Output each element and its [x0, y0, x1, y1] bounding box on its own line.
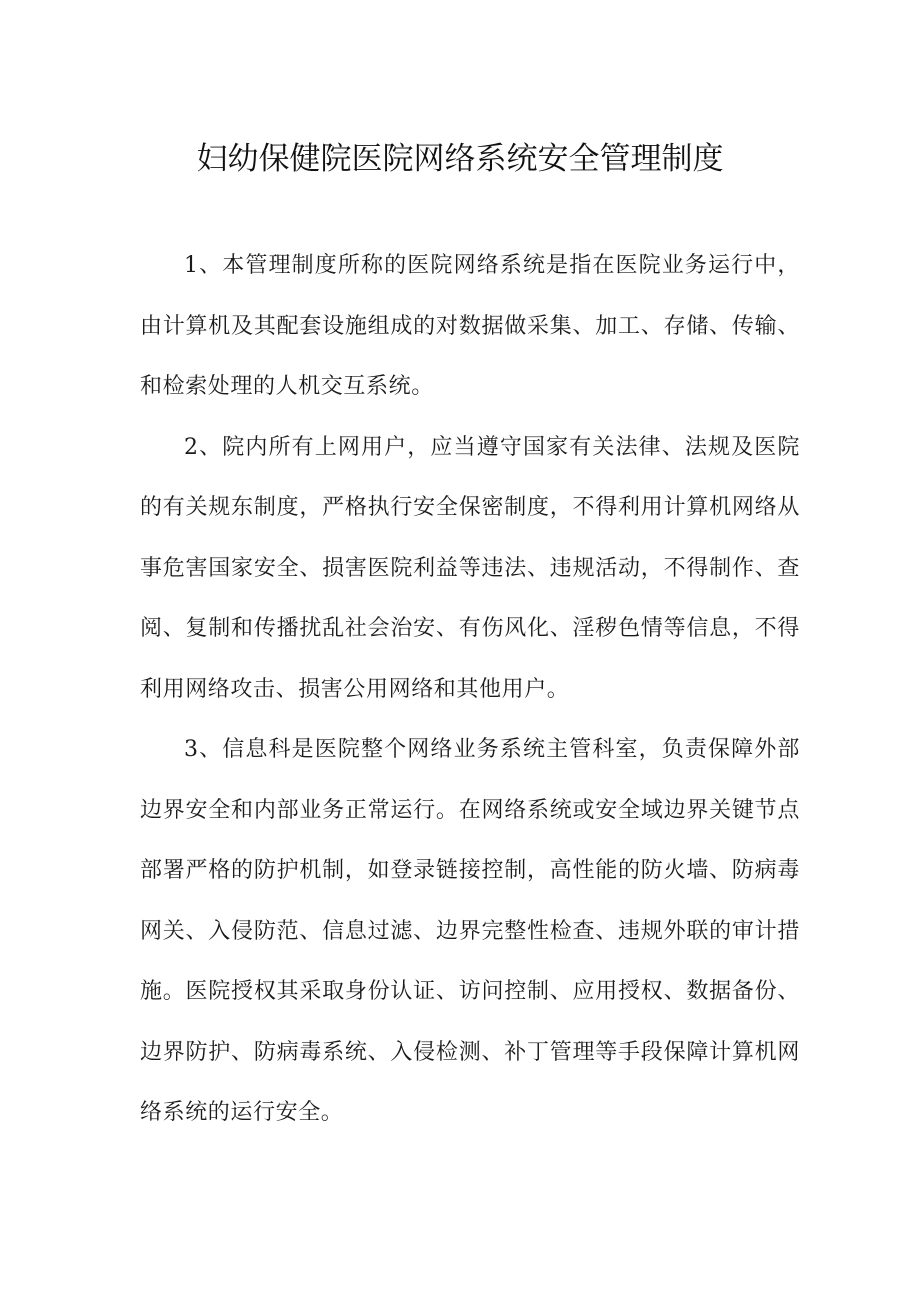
paragraph-3: 3、信息科是医院整个网络业务系统主管科室，负责保障外部边界安全和内部业务正常运行。在网络系统或安全域边界关键节点部署严格的防护机制，如登录链接控制，高性能的防火墙、防病毒网关、入侵防范、信息过滤、边界完整性检查、违规外联的审计措施。医院授权其采取身份认证、访问控制、应用授权、数据备份、边界防护、防病毒系统、入侵检测、补丁管理等手段保障计算机网络系统的运行安全。 [140, 737, 800, 1125]
paragraph-2: 2、院内所有上网用户，应当遵守国家有关法律、法规及医院的有关规东制度，严格执行安全保密制度，不得利用计算机网络从事危害国家安全、损害医院利益等违法、违规活动，不得制作、查阅、复制和传播扰乱社会治安、有伤风化、淫秽色情等信息，不得利用网络攻击、损害公用网络和其他用户。 [140, 434, 800, 702]
paragraph-1: 1、本管理制度所称的医院网络系统是指在医院业务运行中，由计算机及其配套设施组成的对数据做采集、加工、存储、传输、和检索处理的人机交互系统。 [140, 253, 800, 399]
document-body [140, 236, 800, 1144]
document-title: 妇幼保健院医院网络系统安全管理制度 [196, 141, 724, 177]
